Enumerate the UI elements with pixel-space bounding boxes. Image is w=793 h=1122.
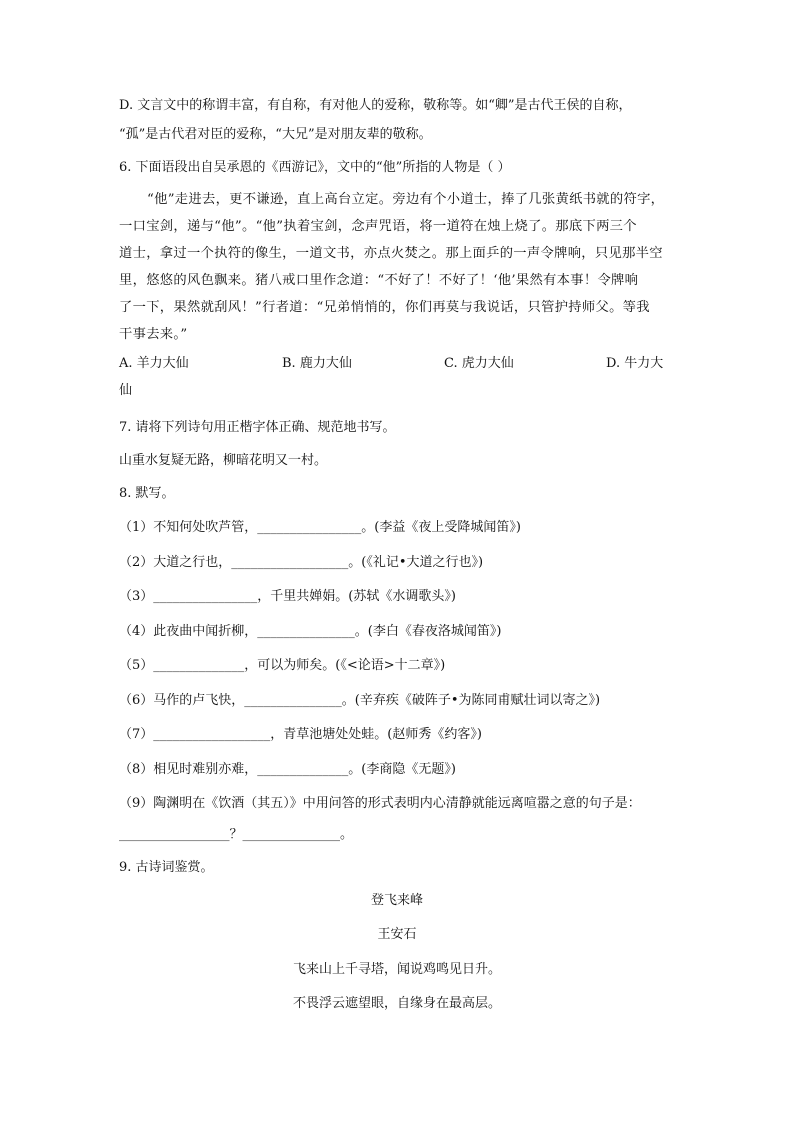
recitation-item: （8）相见时难别亦难，______________。(李商隐《无题》): [119, 762, 456, 777]
question-7-stem: 7. 请将下列诗句用正楷字体正确、规范地书写。: [119, 420, 396, 435]
question-7-verse: 山重水复疑无路，柳暗花明又一村。: [119, 453, 328, 468]
option-d-line-1: D. 文言文中的称谓丰富，有自称，有对他人的爱称，敬称等。如“卿”是古代王侯的自称，: [119, 98, 632, 113]
recitation-item: （1）不知何处吹芦管，________________。(李益《夜上受降城闻笛》): [119, 520, 521, 535]
passage-line: 里，悠悠的风色飘来。猪八戒口里作念道：“不好了！不好了！‘他’果然有本事！令牌响: [119, 273, 639, 288]
option-b: B. 鹿力大仙: [282, 356, 352, 371]
question-6-stem: 6. 下面语段出自吴承恩的《西游记》，文中的“他”所指的人物是（ ）: [119, 160, 511, 175]
recitation-item: （2）大道之行也，__________________。(《礼记•大道之行也》): [119, 555, 484, 570]
recitation-item: （6）马作的卢飞快，_______________。(辛弃疾《破阵子•为陈同甫赋壮词以寄之》): [119, 693, 601, 708]
question-9-stem: 9. 古诗词鉴赏。: [119, 860, 214, 875]
poem-author: 王安石: [377, 927, 417, 942]
poem-title: 登飞来峰: [370, 893, 423, 908]
passage-line: 道士，拿过一个执符的像生，一道文书，亦点火焚之。那上面乒的一声令牌响，只见那半空: [119, 246, 663, 261]
poem-line: 飞来山上千寻塔，闻说鸡鸣见日升。: [292, 962, 501, 977]
question-8-stem: 8. 默写。: [119, 486, 175, 501]
passage-line: 了一下，果然就刮风！”行者道：“兄弟悄悄的，你们再莫与我说话，只管护持师父。等我: [119, 300, 650, 315]
option-d-line-2: “孤”是古代君对臣的爱称，“大兄”是对朋友辈的敬称。: [119, 127, 432, 142]
recitation-item-9: （9）陶渊明在《饮酒（其五）》中用问答的形式表明内心清静就能远离喧嚣之意的句子是：: [119, 796, 641, 811]
recitation-item: （3）________________，千里共婵娟。(苏轼《水调歌头》): [119, 589, 456, 604]
recitation-item: （5）______________，可以为师矣。(《<论语>十二章》): [119, 658, 446, 673]
option-d-wrap: 仙: [119, 383, 133, 398]
option-a: A. 羊力大仙: [119, 356, 189, 371]
option-c: C. 虎力大仙: [444, 356, 514, 371]
passage-line: 一口宝剑，递与“他”。“他”执着宝剑，念声咒语，将一道符在烛上烧了。那底下两三个: [119, 219, 637, 234]
passage-line: “他”走进去，更不谦逊，直上高台立定。旁边有个小道士，捧了几张黄纸书就的符字，: [147, 192, 665, 207]
recitation-item: （4）此夜曲中闻折柳，_______________。(李白《春夜洛城闻笛》): [119, 624, 502, 639]
passage-line: 干事去来。”: [119, 327, 188, 342]
option-d: D. 牛力大: [606, 356, 664, 371]
recitation-item-9-blanks: _________________？_______________。: [119, 827, 354, 842]
poem-line: 不畏浮云遮望眼，自缘身在最高层。: [292, 996, 501, 1011]
recitation-item: （7）__________________，青草池塘处处蛙。(赵师秀《约客》): [119, 727, 482, 742]
